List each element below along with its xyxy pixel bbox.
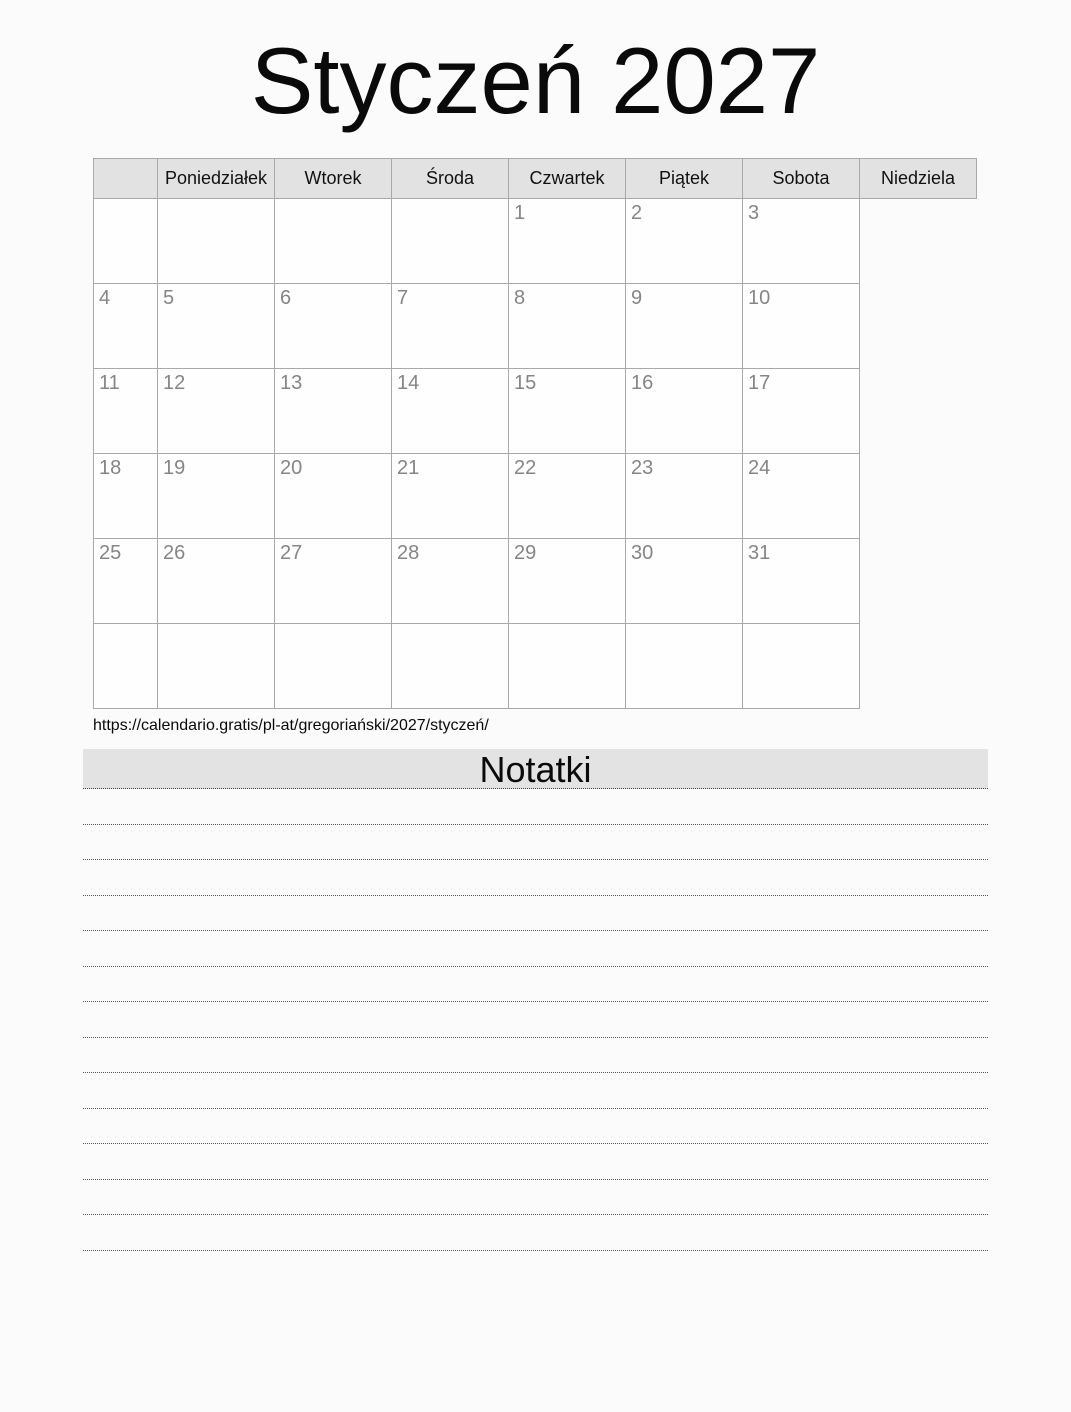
- day-cell: 6: [275, 284, 392, 369]
- weekday-header: Poniedziałek: [158, 159, 275, 199]
- note-line: [83, 825, 988, 861]
- month-sidebar: [94, 159, 158, 199]
- day-cell: 14: [392, 369, 509, 454]
- day-cell: 27: [275, 539, 392, 624]
- note-line: [83, 1002, 988, 1038]
- day-cell: 20: [275, 454, 392, 539]
- source-url: https://calendario.gratis/pl-at/gregoriański/2027/styczeń/: [93, 717, 489, 734]
- day-cell: [158, 199, 275, 284]
- calendar-body: [94, 199, 977, 709]
- day-cell: [94, 199, 158, 284]
- day-cell: 1: [509, 199, 626, 284]
- note-line: [83, 896, 988, 932]
- day-cell: [392, 624, 509, 709]
- weekday-header: Wtorek: [275, 159, 392, 199]
- page-title: Styczeń 2027: [250, 28, 821, 133]
- week-row: [94, 539, 977, 624]
- day-cell: 5: [158, 284, 275, 369]
- day-cell: [509, 624, 626, 709]
- day-cell: 12: [158, 369, 275, 454]
- notes-area: [83, 789, 988, 1251]
- calendar-table: [93, 158, 977, 709]
- note-line: [83, 1038, 988, 1074]
- day-cell: [392, 199, 509, 284]
- day-cell: 28: [392, 539, 509, 624]
- week-row: [94, 454, 977, 539]
- day-cell: 9: [626, 284, 743, 369]
- week-row: [94, 369, 977, 454]
- notes-header: [83, 749, 988, 789]
- day-cell: 19: [158, 454, 275, 539]
- day-cell: 11: [94, 369, 158, 454]
- weekday-header: Czwartek: [509, 159, 626, 199]
- weekday-header: Piątek: [626, 159, 743, 199]
- note-line: [83, 967, 988, 1003]
- day-cell: 21: [392, 454, 509, 539]
- day-cell: 31: [743, 539, 860, 624]
- note-line: [83, 1144, 988, 1180]
- notes-title: Notatki: [479, 749, 592, 790]
- day-cell: 16: [626, 369, 743, 454]
- day-cell: [158, 624, 275, 709]
- weekday-header: Sobota: [743, 159, 860, 199]
- day-cell: 3: [743, 199, 860, 284]
- day-cell: [626, 624, 743, 709]
- day-cell: 25: [94, 539, 158, 624]
- weekday-header: Niedziela: [860, 159, 977, 199]
- day-cell: [94, 624, 158, 709]
- day-cell: 26: [158, 539, 275, 624]
- day-cell: 18: [94, 454, 158, 539]
- day-cell: 8: [509, 284, 626, 369]
- day-cell: 10: [743, 284, 860, 369]
- day-cell: [743, 624, 860, 709]
- day-cell: 4: [94, 284, 158, 369]
- note-line: [83, 1109, 988, 1145]
- day-cell: [275, 624, 392, 709]
- day-cell: 7: [392, 284, 509, 369]
- day-cell: 23: [626, 454, 743, 539]
- day-cell: 2: [626, 199, 743, 284]
- note-line: [83, 1180, 988, 1216]
- day-cell: 15: [509, 369, 626, 454]
- week-row: [94, 624, 977, 709]
- note-line: [83, 1215, 988, 1251]
- weekday-header-row: [94, 159, 977, 199]
- day-cell: 29: [509, 539, 626, 624]
- note-line: [83, 860, 988, 896]
- note-line: [83, 931, 988, 967]
- note-line: [83, 1073, 988, 1109]
- week-row: [94, 199, 977, 284]
- weekday-header: Środa: [392, 159, 509, 199]
- day-cell: 22: [509, 454, 626, 539]
- day-cell: [275, 199, 392, 284]
- day-cell: 17: [743, 369, 860, 454]
- day-cell: 13: [275, 369, 392, 454]
- day-cell: 30: [626, 539, 743, 624]
- day-cell: 24: [743, 454, 860, 539]
- week-row: [94, 284, 977, 369]
- note-line: [83, 789, 988, 825]
